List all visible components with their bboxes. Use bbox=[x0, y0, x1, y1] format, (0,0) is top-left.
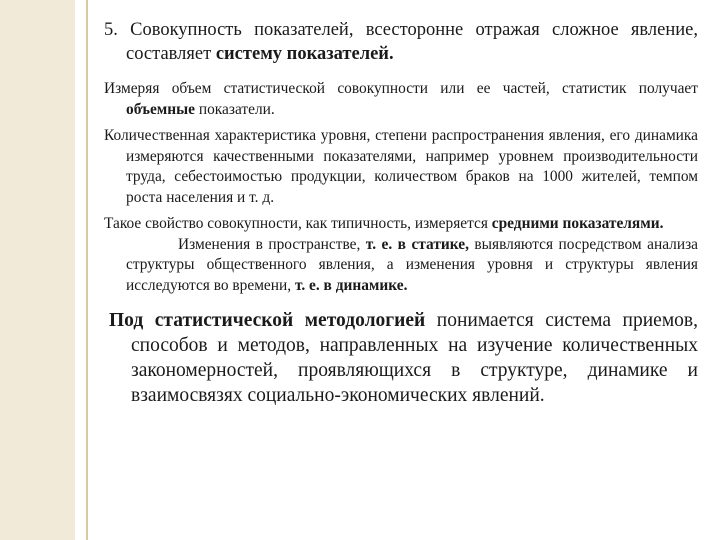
p3-text: Количественная характеристика уровня, степени распространения явления, его динамика измеряются качественными показателями, например уровнем производительности труда, себестоимостью продукции, количеством браков на 1000 жителей, темпом роста населения и т. д. bbox=[104, 127, 698, 206]
paragraph-volume-indicators bbox=[104, 79, 698, 120]
side-decoration-line bbox=[86, 0, 88, 540]
p5-text: Изменения в пространстве, bbox=[178, 235, 366, 253]
p5-bold-statics: т. е. в статике, bbox=[365, 235, 469, 253]
p2-text-end: показатели. bbox=[195, 100, 275, 118]
p2-text: Измеряя объем статистической совокупности или ее частей, статистик получает bbox=[104, 80, 698, 97]
paragraph-statistical-methodology bbox=[109, 308, 698, 408]
p4-text: Такое свойство совокупности, как типичность, измеряется bbox=[104, 215, 492, 232]
p6-text: понимается система приемов, способов и методов, направленных на изучение количественных закономерностей, проявляющихся в структуре, динамике и взаимосвязях социально-экономических явлений. bbox=[131, 310, 698, 406]
p5-bold-dynamics: т. е. в динамике. bbox=[294, 276, 408, 294]
paragraph-average-indicators bbox=[104, 214, 698, 235]
p4-bold-term: средними показателями. bbox=[491, 215, 664, 232]
p2-bold-term: объемные bbox=[126, 100, 196, 118]
side-decoration-band bbox=[0, 0, 75, 540]
paragraph-statics-dynamics bbox=[104, 235, 698, 297]
p5-text-mid: выявляются посредством анализа структуры общественного явления, а изменения уровня и структуры явления исследуются во времени, bbox=[126, 235, 698, 294]
paragraph-quality-indicators bbox=[104, 126, 698, 208]
p6-bold-term: Под статистической методологией bbox=[109, 310, 426, 331]
p1-text: 5. Совокупность показателей, всесторонне отражая сложное явление, составляет bbox=[104, 20, 698, 64]
slide-content bbox=[104, 18, 698, 408]
p1-bold-term: систему показателей. bbox=[215, 44, 394, 64]
paragraph-system-of-indicators bbox=[104, 18, 698, 66]
